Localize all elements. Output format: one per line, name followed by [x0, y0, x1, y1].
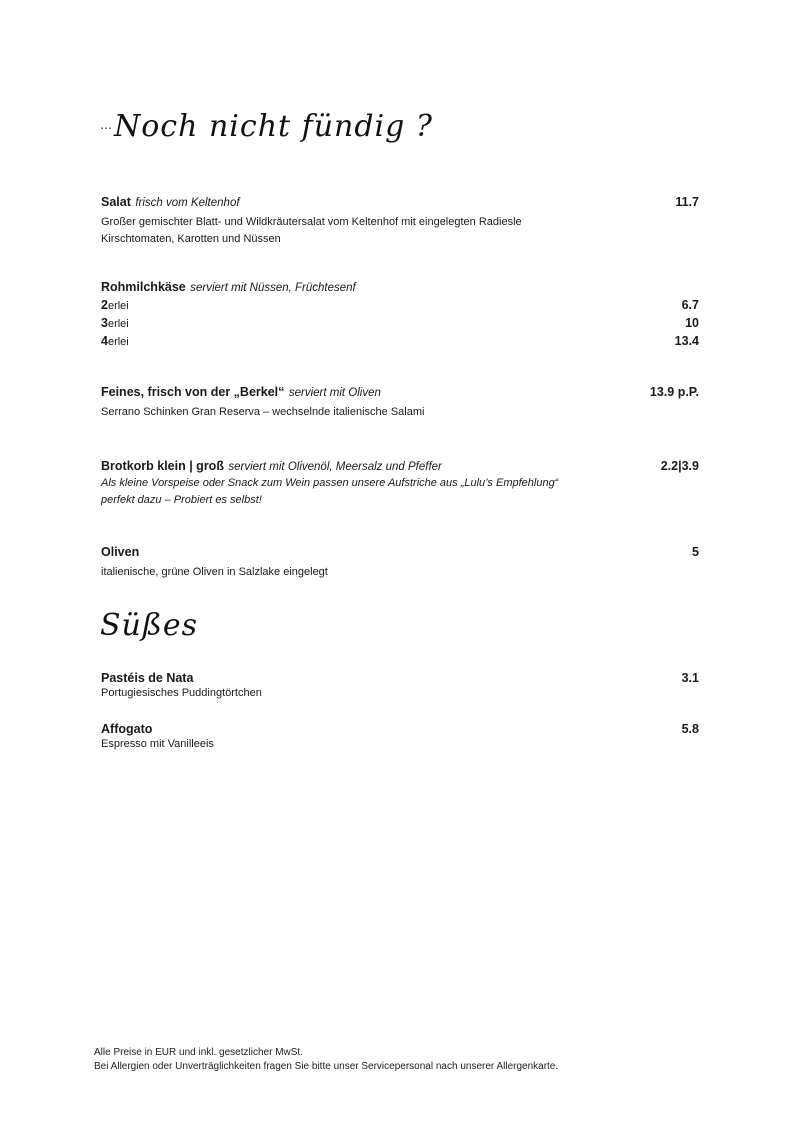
heading-dots: … [100, 118, 112, 132]
menu-item-salat [101, 193, 699, 248]
desc-line: Serrano Schinken Gran Reserva – wechselnde italienische Salami [101, 406, 425, 418]
variant-label: erlei [107, 336, 129, 348]
variant-number: 4 [101, 334, 108, 348]
menu-item-pasteis [101, 671, 699, 702]
item-description: Espresso mit Vanilleeis [101, 738, 214, 750]
heading-savory [100, 96, 433, 144]
item-price: 3.1 [681, 671, 699, 685]
variant-price: 10 [685, 316, 699, 330]
desc-line: Großer gemischter Blatt- und Wildkräutersalat vom Keltenhof mit eingelegten Radiesle [101, 216, 522, 228]
item-name: Feines, frisch von der „Berkel“ [101, 385, 285, 399]
menu-item-brotkorb [101, 457, 699, 509]
menu-item-oliven [101, 543, 699, 581]
desc-line: italienische, grüne Oliven in Salzlake eingelegt [101, 566, 328, 578]
menu-item-affogato [101, 722, 699, 753]
variant-row [101, 334, 699, 352]
item-description [101, 564, 699, 581]
variant-row [101, 316, 699, 334]
item-description [101, 404, 699, 421]
variant-price: 13.4 [674, 334, 699, 348]
item-name: Affogato [101, 722, 153, 736]
desc-line: perfekt dazu – Probiert es selbst! [101, 494, 262, 506]
menu-item-berkel [101, 383, 699, 421]
item-price: 5.8 [681, 722, 699, 736]
footer-allergen-note: Bei Allergien oder Unverträglichkeiten fragen Sie bitte unser Servicepersonal nach unserer Allergenkarte. [94, 1061, 559, 1072]
item-price: 11.7 [675, 195, 699, 209]
desc-line: Als kleine Vorspeise oder Snack zum Wein passen unsere Aufstriche aus „Lulu’s Empfehlung“ [101, 477, 559, 489]
item-name: Brotkorb klein | groß [101, 459, 224, 473]
item-note: serviert mit Oliven [288, 387, 381, 399]
variant-number: 2 [101, 298, 108, 312]
variant-label: erlei [107, 318, 129, 330]
footer-price-note: Alle Preise in EUR und inkl. gesetzlicher MwSt. [94, 1047, 303, 1058]
item-description: Portugiesisches Puddingtörtchen [101, 687, 262, 699]
heading-sweet-title: Süßes [100, 608, 199, 643]
heading-savory-title: Noch nicht fündig ? [114, 109, 433, 144]
desc-line: Kirschtomaten, Karotten und Nüssen [101, 233, 281, 245]
footer [94, 1046, 558, 1074]
item-description [101, 214, 699, 248]
variant-label: erlei [107, 300, 129, 312]
item-name: Oliven [101, 545, 140, 559]
item-price: 13.9 p.P. [649, 385, 699, 399]
item-name: Salat [101, 195, 131, 209]
item-name: Rohmilchkäse [101, 280, 186, 294]
item-description [101, 475, 699, 509]
item-note: serviert mit Nüssen, Früchtesenf [190, 282, 356, 294]
variant-row [101, 298, 699, 316]
item-price: 2.2|3.9 [660, 459, 699, 473]
item-name: Pastéis de Nata [101, 671, 194, 685]
menu-item-rohmilchkaese [101, 278, 699, 352]
item-price: 5 [692, 545, 699, 559]
item-note: frisch vom Keltenhof [135, 197, 240, 209]
heading-sweet [100, 608, 198, 643]
item-note: serviert mit Olivenöl, Meersalz und Pfeffer [228, 461, 442, 473]
variant-price: 6.7 [681, 298, 699, 312]
variant-number: 3 [101, 316, 108, 330]
